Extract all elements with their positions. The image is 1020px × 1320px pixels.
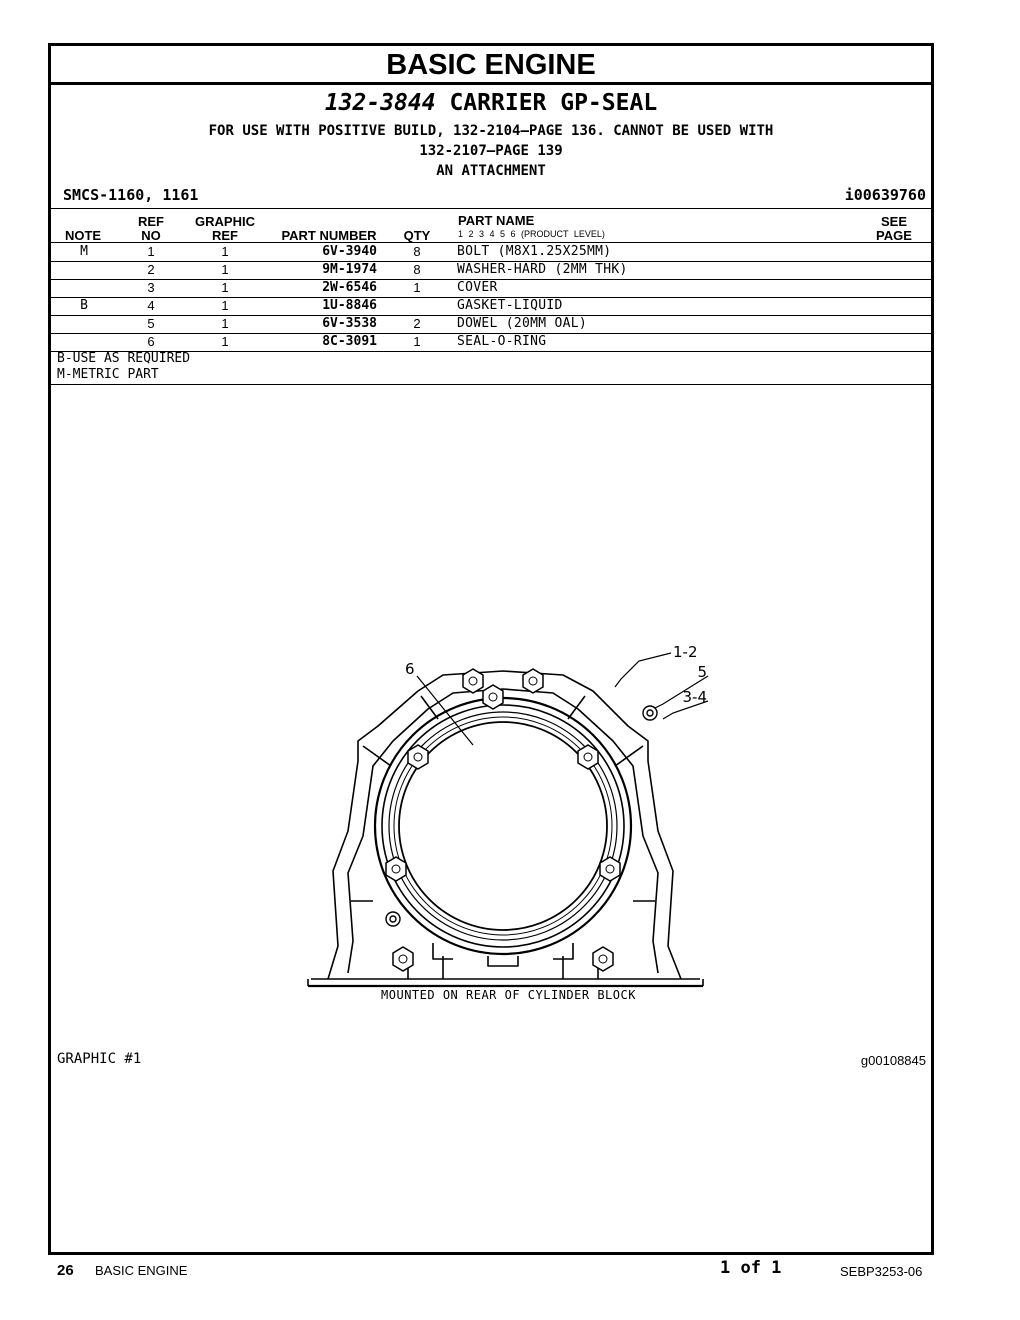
header-qty: QTY [403, 228, 431, 243]
header-graphic-ref: GRAPHIC REF [195, 214, 255, 243]
header-part-number: PART NUMBER [281, 228, 377, 243]
row-part-number: 2W-6546 [322, 280, 377, 295]
row-ref: 2 [147, 262, 155, 277]
row-part-number: 8C-3091 [322, 334, 377, 349]
row-part-number: 6V-3538 [322, 316, 377, 331]
seal-carrier-drawing [303, 601, 713, 1011]
row-qty: 1 [413, 334, 421, 349]
parts-page-frame [48, 43, 934, 1255]
callout-6: 6 [405, 660, 415, 678]
header-product-levels: 1 2 3 4 5 6 (PRODUCT LEVEL) [458, 229, 605, 239]
row-ref: 3 [147, 280, 155, 295]
row-graphic-ref: 1 [221, 316, 229, 331]
row-qty: 1 [413, 280, 421, 295]
footnote: M-METRIC PART [57, 367, 159, 382]
table-row [51, 279, 931, 298]
smcs-code: SMCS-1160, 1161 [63, 186, 199, 204]
row-graphic-ref: 1 [221, 298, 229, 313]
table-footnotes [57, 351, 190, 383]
row-ref: 1 [147, 244, 155, 259]
row-part-name: WASHER-HARD (2MM THK) [457, 262, 628, 277]
row-part-number: 1U-8846 [322, 298, 377, 313]
table-row [51, 315, 931, 334]
assembly-number: 132-3844 [324, 90, 436, 116]
row-ref: 5 [147, 316, 155, 331]
table-top-rule [51, 208, 931, 209]
row-note: M [80, 244, 88, 259]
callout-3-4: 3-4 [682, 688, 707, 706]
assembly-note-line: FOR USE WITH POSITIVE BUILD, 132-2104—PAGE 136. CANNOT BE USED WITH [208, 123, 774, 139]
footnote: B-USE AS REQUIRED [57, 351, 191, 366]
row-qty: 8 [413, 262, 421, 277]
row-graphic-ref: 1 [221, 280, 229, 295]
table-row [51, 261, 931, 280]
assembly-note-line: AN ATTACHMENT [436, 163, 546, 179]
table-row [51, 333, 931, 352]
row-note: B [80, 298, 88, 313]
row-part-name: BOLT (M8X1.25X25MM) [457, 244, 612, 259]
header-ref-no: REF NO [138, 214, 164, 243]
row-part-name: GASKET-LIQUID [457, 298, 563, 313]
table-row [51, 297, 931, 316]
footer-page-number: 26 [57, 1262, 74, 1279]
row-part-name: COVER [457, 280, 498, 295]
header-part-name: PART NAME [458, 213, 535, 228]
graphic-label: GRAPHIC #1 [57, 1051, 142, 1067]
row-part-name: SEAL-O-RING [457, 334, 547, 349]
assembly-title [51, 88, 931, 118]
footer-document-number: SEBP3253-06 [840, 1264, 923, 1279]
callout-1-2: 1-2 [673, 643, 698, 661]
graphic-id: g00108845 [860, 1053, 926, 1068]
callout-5: 5 [697, 663, 707, 681]
footnotes-rule [51, 384, 931, 385]
row-graphic-ref: 1 [221, 334, 229, 349]
header-see-page: SEE PAGE [876, 214, 912, 243]
row-graphic-ref: 1 [221, 262, 229, 277]
row-ref: 4 [147, 298, 155, 313]
row-qty: 8 [413, 244, 421, 259]
row-part-number: 6V-3940 [322, 244, 377, 259]
row-ref: 6 [147, 334, 155, 349]
row-part-number: 9M-1974 [322, 262, 377, 277]
drawing-caption: MOUNTED ON REAR OF CYLINDER BLOCK [381, 988, 636, 1002]
row-qty: 2 [413, 316, 421, 331]
assembly-note-line: 132-2107—PAGE 139 [419, 143, 563, 159]
assembly-name: CARRIER GP-SEAL [449, 90, 658, 116]
row-part-name: DOWEL (20MM OAL) [457, 316, 588, 331]
footer-section-name: BASIC ENGINE [95, 1263, 188, 1278]
header-note: NOTE [64, 228, 102, 243]
section-title: BASIC ENGINE [51, 46, 931, 85]
table-row [51, 243, 931, 262]
illustration-id: i00639760 [844, 186, 926, 204]
assembly-notes [51, 121, 931, 181]
footer-page-count: 1 of 1 [720, 1258, 782, 1278]
row-graphic-ref: 1 [221, 244, 229, 259]
